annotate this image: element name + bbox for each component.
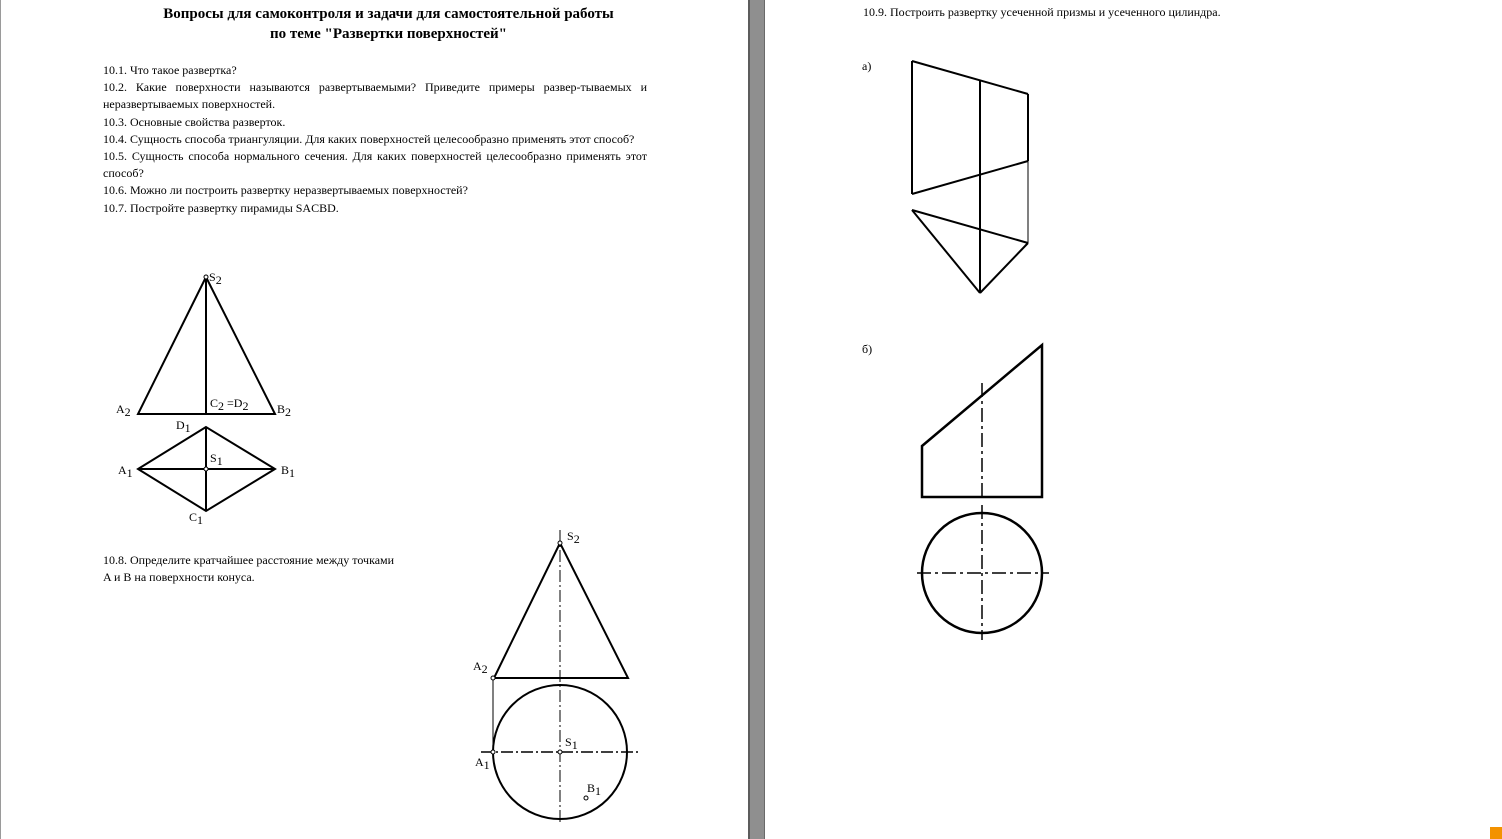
question-10-4: 10.4. Сущность способа триангуляции. Для каких поверхностей целесообразно применять этот способ? bbox=[103, 131, 635, 146]
page-title-line2: по теме "Развертки поверхностей" bbox=[269, 26, 508, 42]
question-10-6: 10.6. Можно ли построить развертку неразвертываемых поверхностей? bbox=[103, 183, 468, 198]
cone-label-a2: A2 bbox=[473, 659, 488, 676]
label-b1: B1 bbox=[281, 463, 296, 480]
label-part-b: б) bbox=[862, 342, 873, 356]
truncated-cylinder-drawing bbox=[765, 0, 1502, 839]
corner-marker bbox=[1490, 827, 1502, 839]
label-s1: S1 bbox=[210, 451, 223, 468]
label-b2: B2 bbox=[277, 402, 292, 419]
cone-label-a1: A1 bbox=[475, 755, 490, 772]
label-c1: C1 bbox=[189, 510, 204, 527]
right-page bbox=[765, 0, 1502, 839]
label-c2-d2: C2 =D2 bbox=[210, 396, 249, 413]
left-page bbox=[0, 0, 748, 839]
label-a1: A1 bbox=[118, 463, 133, 480]
question-10-9: 10.9. Построить развертку усеченной призмы и усеченного цилиндра. bbox=[863, 5, 1221, 19]
label-a2: A2 bbox=[116, 402, 131, 419]
label-d1: D1 bbox=[176, 418, 191, 435]
question-10-1: 10.1. Что такое развертка? bbox=[103, 63, 237, 77]
label-part-a: а) bbox=[862, 59, 872, 73]
question-10-7: 10.7. Постройте развертку пирамиды SACBD. bbox=[103, 200, 339, 215]
point-cone-s1 bbox=[558, 750, 562, 754]
point-cone-a2 bbox=[491, 676, 495, 680]
question-10-3: 10.3. Основные свойства разверток. bbox=[103, 114, 286, 129]
cone-drawing bbox=[1, 0, 748, 839]
question-10-8: 10.8. Определите кратчайшее расстояние между точками A и B на поверхности конуса. bbox=[103, 553, 395, 584]
question-10-2: 10.2. Какие поверхности называются развертываемыми? Приведите примеры развер-тываемых и неразвертываемых поверхностей. bbox=[103, 80, 647, 112]
question-10-5: 10.5. Сущность способа нормального сечения. Для каких поверхностей целесообразно применять этот способ? bbox=[103, 149, 647, 181]
point-cone-s2 bbox=[558, 541, 562, 545]
label-s2: S2 bbox=[209, 270, 222, 287]
page-gutter bbox=[748, 0, 765, 839]
cone-front-triangle bbox=[494, 543, 628, 678]
page-title-line1: Вопросы для самоконтроля и задачи для самостоятельной работы bbox=[163, 6, 614, 22]
point-cone-b1 bbox=[584, 796, 588, 800]
point-cone-a1 bbox=[491, 750, 495, 754]
cone-label-s1: S1 bbox=[565, 735, 578, 752]
cone-label-b1: B1 bbox=[587, 781, 602, 798]
cone-label-s2: S2 bbox=[567, 529, 580, 546]
